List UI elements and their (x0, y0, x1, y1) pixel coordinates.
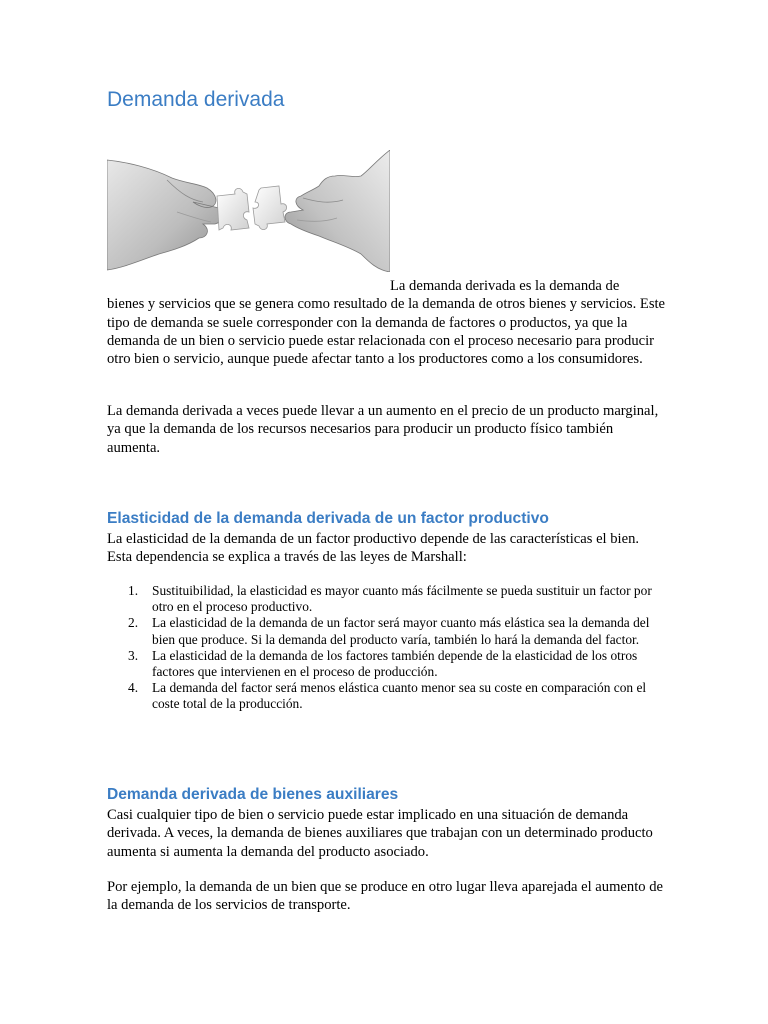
list-item-text: La demanda del factor será menos elástica cuanto menor sea su coste en comparación con el coste total de la producción. (152, 680, 647, 712)
list-item (120, 648, 655, 680)
section-heading-elasticity: Elasticidad de la demanda derivada de un factor productivo (107, 510, 549, 527)
page-title: Demanda derivada (107, 88, 285, 111)
list-item-text: La elasticidad de la demanda de los factores también depende de la elasticidad de los otros factores que intervienen en el proceso de producción. (152, 647, 638, 680)
paragraph-transport-example: Por ejemplo, la demanda de un bien que se produce en otro lugar lleva aparejada el aumento de la demanda de los servicios de transporte. (107, 879, 663, 914)
paragraph-marginal-price: La demanda derivada a veces puede llevar a un aumento en el precio de un producto marginal, ya que la demanda de los recursos necesarios para producir un producto físico también aumenta. (107, 403, 659, 456)
section-heading-auxiliary-goods: Demanda derivada de bienes auxiliares (107, 786, 399, 803)
intro-rest-text: bienes y servicios que se genera como resultado de la demanda de otros bienes y servicios. Este tipo de demanda se suele corresponder con la demanda de factores o productos, ya que la demanda de un bien o servicio puede estar relacionada con el proceso necesario para producir otro bien o servicio, aunque puede afectar tanto a los productores como a los consumidores. (107, 296, 666, 368)
marshall-laws-list (120, 583, 655, 713)
paragraph-elasticity: La elasticidad de la demanda de un factor productivo depende de las características el bien. Esta dependencia se explica a través de las leyes de Marshall: (107, 531, 640, 566)
list-item-number: 2. (128, 615, 139, 631)
list-item (120, 680, 655, 712)
list-item-text: La elasticidad de la demanda de un factor será mayor cuanto más elástica sea la demanda del bien que produce. Si la demanda del producto varía, también lo hará la demanda del factor. (152, 615, 650, 647)
list-item-number: 3. (128, 647, 139, 663)
list-item (120, 615, 655, 647)
list-item (120, 583, 655, 615)
list-item-text: Sustituibilidad, la elasticidad es mayor cuanto más fácilmente se pueda sustituir un factor por otro en el proceso productivo. (152, 583, 652, 615)
intro-lead-text: La demanda derivada es la demanda de (390, 278, 620, 294)
list-item-number: 1. (128, 583, 139, 598)
intro-paragraph (107, 277, 667, 368)
list-item-number: 4. (128, 680, 139, 696)
paragraph-auxiliary-goods: Casi cualquier tipo de bien o servicio puede estar implicado en una situación de demanda derivada. A veces, la demanda de bienes auxiliares que trabajan con un determinado producto aumenta si aumenta la demanda del producto asociado. (107, 807, 653, 860)
puzzle-hands-icon (107, 150, 390, 272)
